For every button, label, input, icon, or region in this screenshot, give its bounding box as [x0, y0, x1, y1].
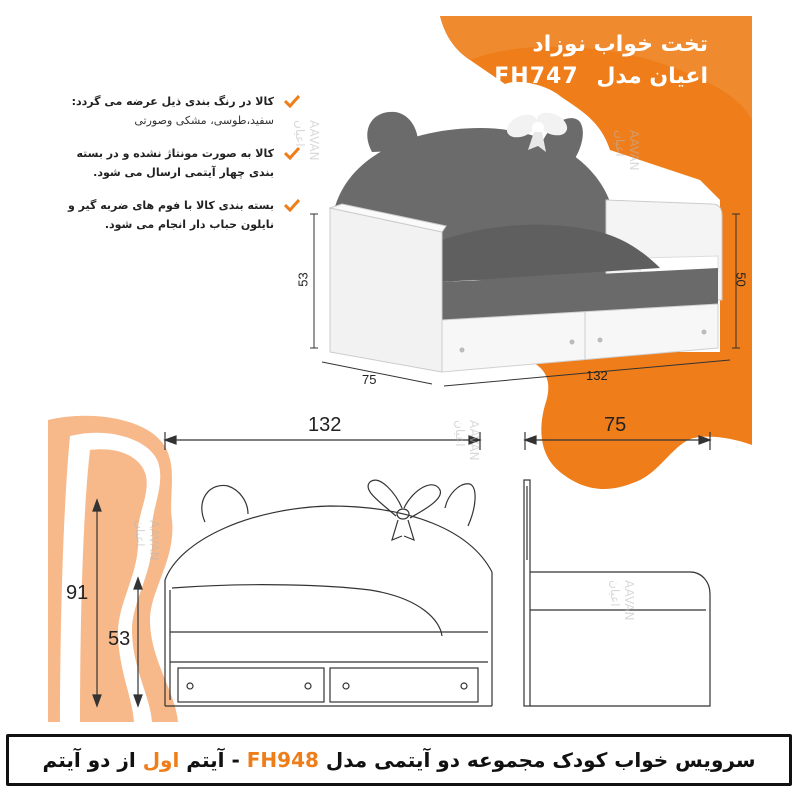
watermark-latin-4: AAVAN — [307, 120, 321, 161]
footer-text-1: سرویس خواب کودک مجموعه دو آیتمی مدل — [325, 748, 756, 772]
feature-subtext: سفید،طوسی، مشکی وصورتی — [134, 114, 274, 127]
drawing-dim-front-width: 132 — [308, 414, 342, 436]
footer-banner — [6, 734, 792, 786]
drawing-dim-total-height: 91 — [66, 582, 89, 604]
title-model-code: FH747 — [494, 64, 579, 89]
feature-item-packaging — [60, 144, 300, 182]
watermark-persian-1: اعیان — [133, 520, 147, 547]
feature-text: کالا به صورت مونتاژ نشده و در بسته بندی چهار آیتمی ارسال می شود. — [76, 147, 274, 179]
watermark-latin-2: AAVAN — [467, 420, 481, 461]
footer-text-3: از دو آیتم — [42, 748, 136, 772]
check-icon — [284, 94, 300, 108]
photo-dim-height-right: 50 — [733, 272, 749, 287]
feature-text: بسته بندی کالا با فوم های ضربه گیر و نایلون حباب دار انجام می شود. — [68, 199, 274, 231]
watermark-latin-1: AAVAN — [147, 520, 161, 561]
footer-accent-word: اول — [142, 748, 180, 772]
watermark-latin-5: AAVAN — [627, 130, 641, 171]
photo-dim-width: 132 — [586, 368, 608, 383]
title-prefix: اعیان مدل — [596, 64, 708, 89]
feature-text: کالا در رنگ بندی ذیل عرضه می گردد: — [71, 95, 274, 108]
feature-item-protection — [60, 196, 300, 234]
photo-dim-depth: 75 — [362, 372, 377, 387]
check-icon — [284, 198, 300, 212]
watermark-persian-3: اعیان — [608, 580, 622, 607]
footer-text-2: - آیتم — [186, 748, 240, 772]
watermark-persian-2: اعیان — [453, 420, 467, 447]
drawing-dim-seat-height: 53 — [108, 628, 131, 650]
title-line-1: تخت خواب نوزاد — [532, 32, 708, 57]
feature-item-colors — [60, 92, 300, 130]
feature-list — [60, 92, 300, 248]
watermark-latin-3: AAVAN — [622, 580, 636, 621]
footer-model-code: FH948 — [246, 748, 319, 772]
drawing-dim-side-depth: 75 — [604, 414, 627, 436]
check-icon — [284, 146, 300, 160]
title-line-2 — [408, 60, 708, 94]
photo-dim-height-left: 53 — [295, 272, 311, 287]
orange-background-lower — [544, 352, 752, 483]
product-title — [408, 30, 708, 94]
bed-photo-left-panel — [330, 208, 442, 372]
watermark-persian-4: اعیان — [293, 120, 307, 147]
watermark-persian-5: اعیان — [613, 130, 627, 157]
